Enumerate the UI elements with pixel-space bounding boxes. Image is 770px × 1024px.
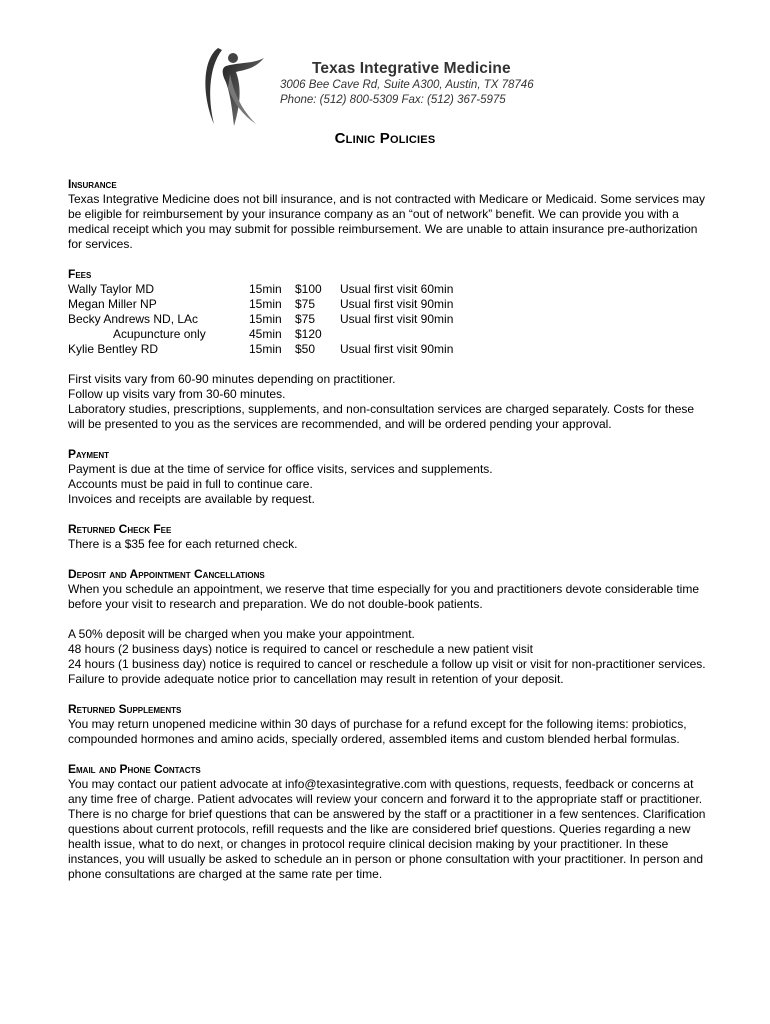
payment-section <box>68 447 708 507</box>
email-phone-heading: Email and Phone Contacts <box>68 762 201 776</box>
page-title: Clinic Policies <box>334 130 436 147</box>
fee-duration: 15min <box>249 312 282 326</box>
deposit-heading: Deposit and Appointment Cancellations <box>68 567 265 581</box>
returned-supplements-text: You may return unopened medicine within 30 days of purchase for a refund except for the following items: probiotics, compounded hormones and amino acids, specially ordered, assembled items and custom blended herbal formulas. <box>68 717 687 746</box>
fees-follow-up: Follow up visits vary from 30-60 minutes. <box>68 387 286 401</box>
email-phone-section <box>68 762 708 882</box>
fee-price: $75 <box>295 297 316 311</box>
fees-lab-note: Laboratory studies, prescriptions, supplements, and non-consultation services are charged separately. Costs for these will be presented to you as the services are recommended, and will be ordered pending your approval. <box>68 402 695 431</box>
insurance-heading: Insurance <box>68 177 117 191</box>
deposit-intro: When you schedule an appointment, we reserve that time especially for you and practitioners devote considerable time before your visit to research and preparation. We do not double-book patients. <box>68 582 700 611</box>
fee-note: Usual first visit 90min <box>340 297 454 311</box>
fee-price: $50 <box>295 342 316 356</box>
clinic-address: 3006 Bee Cave Rd, Suite A300, Austin, TX 78746 <box>280 79 534 91</box>
letterhead <box>200 44 560 134</box>
fee-table <box>68 282 708 357</box>
insurance-section <box>68 177 708 252</box>
fees-heading: Fees <box>68 267 92 281</box>
fee-row <box>68 327 708 342</box>
fee-price: $120 <box>295 327 322 341</box>
payment-line: Payment is due at the time of service for office visits, services and supplements. <box>68 462 493 476</box>
fees-section <box>68 267 708 432</box>
fee-note: Usual first visit 90min <box>340 312 454 326</box>
returned-check-text: There is a $35 fee for each returned check. <box>68 537 298 551</box>
returned-supplements-section <box>68 702 708 747</box>
clinic-name: Texas Integrative Medicine <box>312 60 511 77</box>
payment-heading: Payment <box>68 447 110 461</box>
fee-note: Usual first visit 60min <box>340 282 454 296</box>
returned-check-section <box>68 522 708 552</box>
returned-supplements-heading: Returned Supplements <box>68 702 182 716</box>
returned-check-heading: Returned Check Fee <box>68 522 172 536</box>
fee-practitioner: Megan Miller NP <box>68 297 157 311</box>
fee-duration: 15min <box>249 282 282 296</box>
fee-row <box>68 282 708 297</box>
fee-practitioner: Becky Andrews ND, LAc <box>68 312 199 326</box>
fee-row <box>68 297 708 312</box>
deposit-line: A 50% deposit will be charged when you make your appointment. <box>68 627 415 641</box>
logo-icon <box>200 44 270 130</box>
clinic-phone: Phone: (512) 800-5309 Fax: (512) 367-5975 <box>280 94 506 106</box>
fee-row <box>68 312 708 327</box>
fee-note: Usual first visit 90min <box>340 342 454 356</box>
fee-price: $100 <box>295 282 322 296</box>
payment-line: Invoices and receipts are available by request. <box>68 492 315 506</box>
email-phone-text: You may contact our patient advocate at info@texasintegrative.com with questions, requests, feedback or concerns at any time free of charge. Patient advocates will review your concern and forward it to the appropriate staff or practitioner. There is no charge for brief questions that can be answered by the staff or a practitioner in a few sentences. Clarification questions about current protocols, refill requests and the like are considered brief questions. Queries regarding a new health issue, what to do next, or changes in protocol require clinical decision making by your practitioner. In these instances, you will usually be asked to schedule an in person or phone consultation with your practitioner. In person and phone consultations are charged at the same rate per time. <box>68 777 706 881</box>
deposit-line: 48 hours (2 business days) notice is required to cancel or reschedule a new patient visit <box>68 642 533 656</box>
fee-row <box>68 342 708 357</box>
insurance-text: Texas Integrative Medicine does not bill insurance, and is not contracted with Medicare or Medicaid. Some services may be eligible for reimbursement by your insurance company as an “out of network” benefit. We can provide you with a medical receipt which you may submit for possible reimbursement. We are unable to attain insurance pre-authorization for services. <box>68 192 705 251</box>
deposit-section <box>68 567 708 687</box>
fee-duration: 45min <box>249 327 282 341</box>
deposit-line: 24 hours (1 business day) notice is required to cancel or reschedule a follow up visit or visit for non-practitioner services. Failure to provide adequate notice prior to cancellation may result in retention of your deposit. <box>68 657 706 686</box>
fees-first-visit: First visits vary from 60-90 minutes depending on practitioner. <box>68 372 396 386</box>
fee-duration: 15min <box>249 297 282 311</box>
policy-content <box>68 177 708 897</box>
fee-practitioner: Wally Taylor MD <box>68 282 155 296</box>
fee-practitioner: Acupuncture only <box>113 327 206 341</box>
fee-price: $75 <box>295 312 316 326</box>
fee-practitioner: Kylie Bentley RD <box>68 342 159 356</box>
payment-line: Accounts must be paid in full to continue care. <box>68 477 313 491</box>
fee-duration: 15min <box>249 342 282 356</box>
